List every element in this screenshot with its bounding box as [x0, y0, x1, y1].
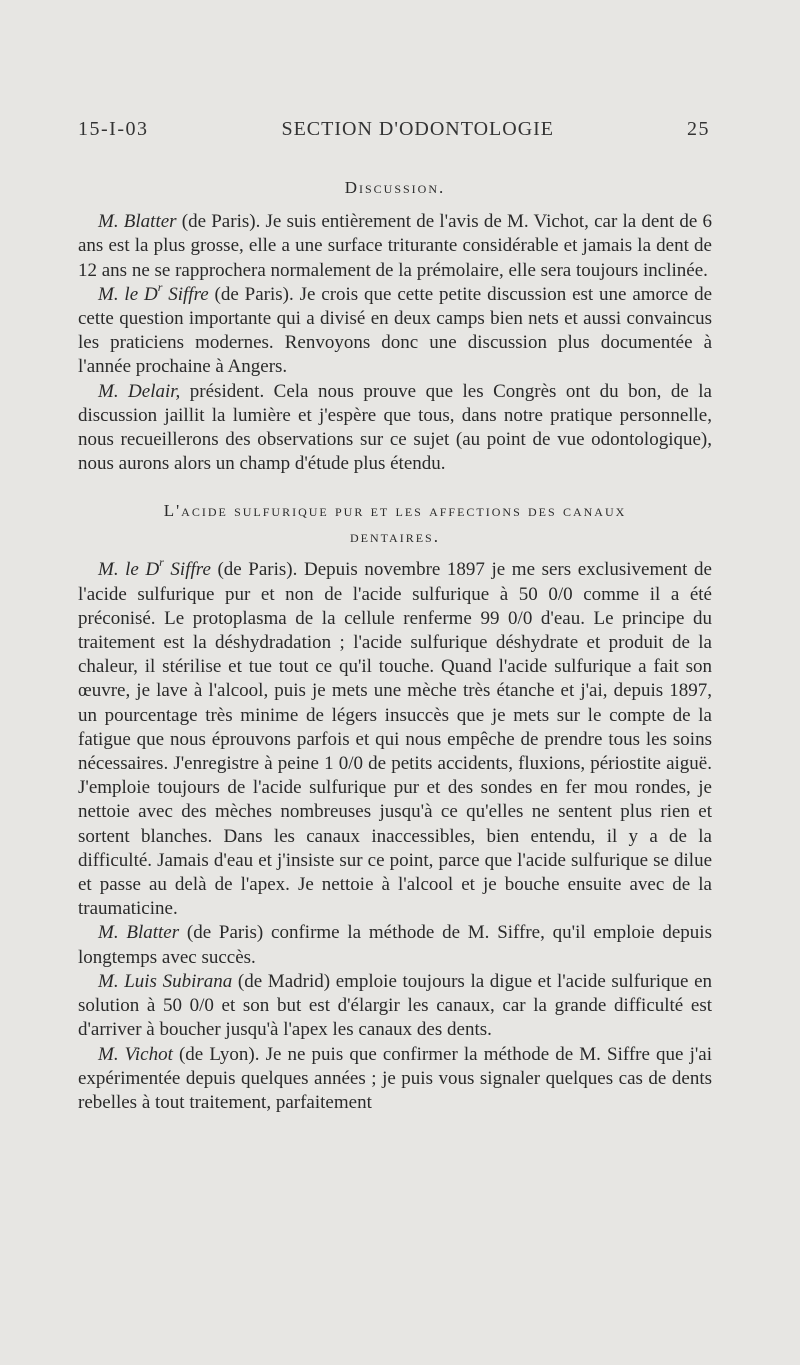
header-title: SECTION D'ODONTOLOGIE [281, 118, 555, 140]
page-number: 25 [687, 118, 710, 140]
superscript: r [159, 555, 164, 570]
paragraph-text: (de Madrid) emploie toujours la digue et l'acide sulfurique en solution à 50 0/0 et son but est d'élargir les canaux, car la grande difficulté est d'arriver à boucher jusqu'à l'apex les canaux des dents. [78, 970, 712, 1041]
paragraph-text: président. Cela nous prouve que les Congrès ont du bon, de la discussion jaillit la lumière et j'espère que tous, dans notre pratique personnelle, nous recueillerons des observations sur ce sujet (au point de vue odontologique), nous aurons alors un champ d'étude plus étendu. [78, 380, 712, 475]
paragraph [78, 210, 712, 283]
paragraph-text: (de Paris). Je crois que cette petite discussion est une amorce de cette question importante qui a divisé en deux camps bien nets et aussi convaincus les praticiens modernes. Renvoyons donc une discussion plus documentée à l'année prochaine à Angers. [78, 283, 713, 378]
paragraph [78, 921, 712, 969]
paragraph-text: (de Paris). Depuis novembre 1897 je me sers exclusivement de l'acide sulfurique pur et non de l'acide sulfurique à 50 0/0 comme il a été préconisé. Le protoplasma de la cellule renferme 99 0/0 d'eau. Le principe du traitement est la déshydradation ; l'acide sulfurique déshydrate et produit de la chaleur, il stérilise et tue tout ce qu'il touche. Quand l'acide sulfurique a fait son œuvre, je lave à l'alcool, puis je mets une mèche très étanche et j'ai, depuis 1897, un pourcentage très minime de légers insuccès que je mets sur le compte de la fatigue que nous éprouvons parfois et qui nous empêche de prendre tous les soins nécessaires. J'enregistre à peine 1 0/0 de petits accidents, fluxions, périostite aiguë. J'emploie toujours de l'acide sulfurique pur et des sondes en fer mou rondes, je nettoie avec des mèches nombreuses jusqu'à ce qu'elles ne sentent plus rien et sortent blanches. Dans les canaux inaccessibles, bien entendu, il y a de la difficulté. Jamais d'eau et j'insiste sur ce point, parce que l'acide sulfurique se dilue et passe au delà de l'apex. Je nettoie à l'alcool et je bouche ensuite avec de la traumaticine. [78, 559, 712, 920]
heading-line: L'acide sulfurique pur et les affections des canaux [163, 501, 627, 521]
speaker-name [98, 555, 211, 581]
body-text [78, 170, 712, 1115]
paragraph [78, 555, 712, 921]
speaker-name: M. Vichot [98, 1043, 173, 1065]
speaker-name: M. Luis Subirana [98, 970, 233, 992]
speaker-name: M. Blatter [98, 922, 180, 944]
speaker-name: M. Delair, [98, 380, 181, 402]
running-header [78, 118, 710, 141]
paragraph [78, 279, 713, 380]
section-heading-discussion: Discussion. [344, 178, 446, 197]
paragraph-text: (de Lyon). Je ne puis que confirmer la méthode de M. Siffre que j'ai expérimentée depuis quelques années ; je puis vous signaler quelques cas de dents rebelles à tout traitement, parfaitement [78, 1043, 712, 1113]
paragraph-text: (de Paris). Je suis entièrement de l'avis de M. Vichot, car la dent de 6 ans est la plus grosse, elle a une surface triturante considérable et jamais la dent de 12 ans ne se rapprochera normalement de la prémolaire, elle sera toujours inclinée. [78, 211, 712, 281]
paragraph [78, 380, 712, 477]
section-heading-acide [78, 498, 712, 550]
speaker-name-part: M. le D [98, 559, 160, 581]
header-date: 15-I-03 [78, 118, 149, 140]
paragraph [78, 1043, 712, 1116]
speaker-name-part: M. le D [98, 283, 158, 305]
superscript: r [157, 279, 163, 294]
speaker-name-part: Siffre [163, 559, 211, 581]
speaker-name-part: Siffre [162, 283, 209, 305]
heading-line: dentaires. [350, 527, 440, 547]
paragraph [78, 970, 712, 1043]
paragraph-text: (de Paris) confirme la méthode de M. Siffre, qu'il emploie depuis longtemps avec succès. [78, 922, 712, 968]
speaker-name: M. Blatter [98, 211, 177, 233]
speaker-name [98, 279, 209, 305]
